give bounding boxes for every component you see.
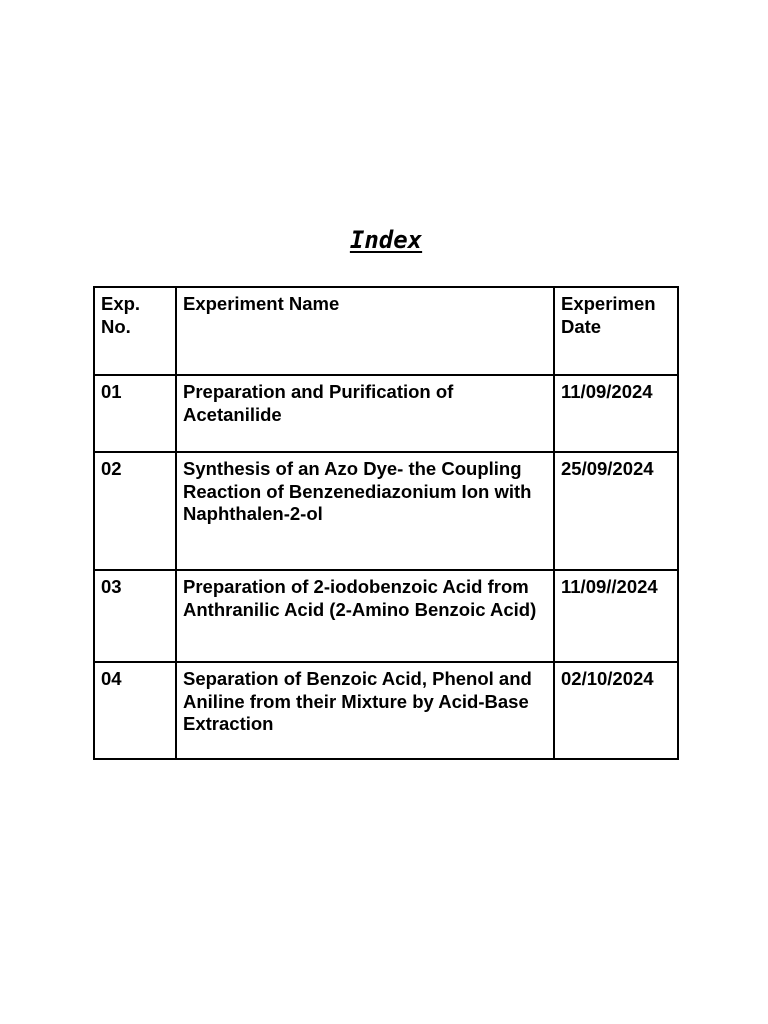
- table-row: [94, 662, 678, 759]
- cell-experiment-name: Synthesis of an Azo Dye- the Coupling Reaction of Benzenediazonium Ion with Naphthalen-2-ol: [176, 452, 554, 570]
- cell-experiment-name: Separation of Benzoic Acid, Phenol and Aniline from their Mixture by Acid-Base Extraction: [176, 662, 554, 759]
- cell-exp-no: 03: [94, 570, 176, 662]
- cell-exp-no: 04: [94, 662, 176, 759]
- cell-exp-no: 02: [94, 452, 176, 570]
- cell-experiment-date: 11/09/2024: [554, 375, 678, 452]
- index-table: [93, 286, 679, 760]
- cell-experiment-name: Preparation of 2-iodobenzoic Acid from Anthranilic Acid (2-Amino Benzoic Acid): [176, 570, 554, 662]
- header-experiment-date: Experimen Date: [554, 287, 678, 375]
- cell-experiment-date: 11/09//2024: [554, 570, 678, 662]
- cell-experiment-name: Preparation and Purification of Acetanilide: [176, 375, 554, 452]
- header-experiment-name: Experiment Name: [176, 287, 554, 375]
- cell-exp-no: 01: [94, 375, 176, 452]
- table-row: [94, 570, 678, 662]
- cell-experiment-date: 02/10/2024: [554, 662, 678, 759]
- page-title: Index: [349, 226, 423, 254]
- header-exp-no: Exp. No.: [94, 287, 176, 375]
- table-header-row: [94, 287, 678, 375]
- cell-experiment-date: 25/09/2024: [554, 452, 678, 570]
- table-row: [94, 452, 678, 570]
- table-row: [94, 375, 678, 452]
